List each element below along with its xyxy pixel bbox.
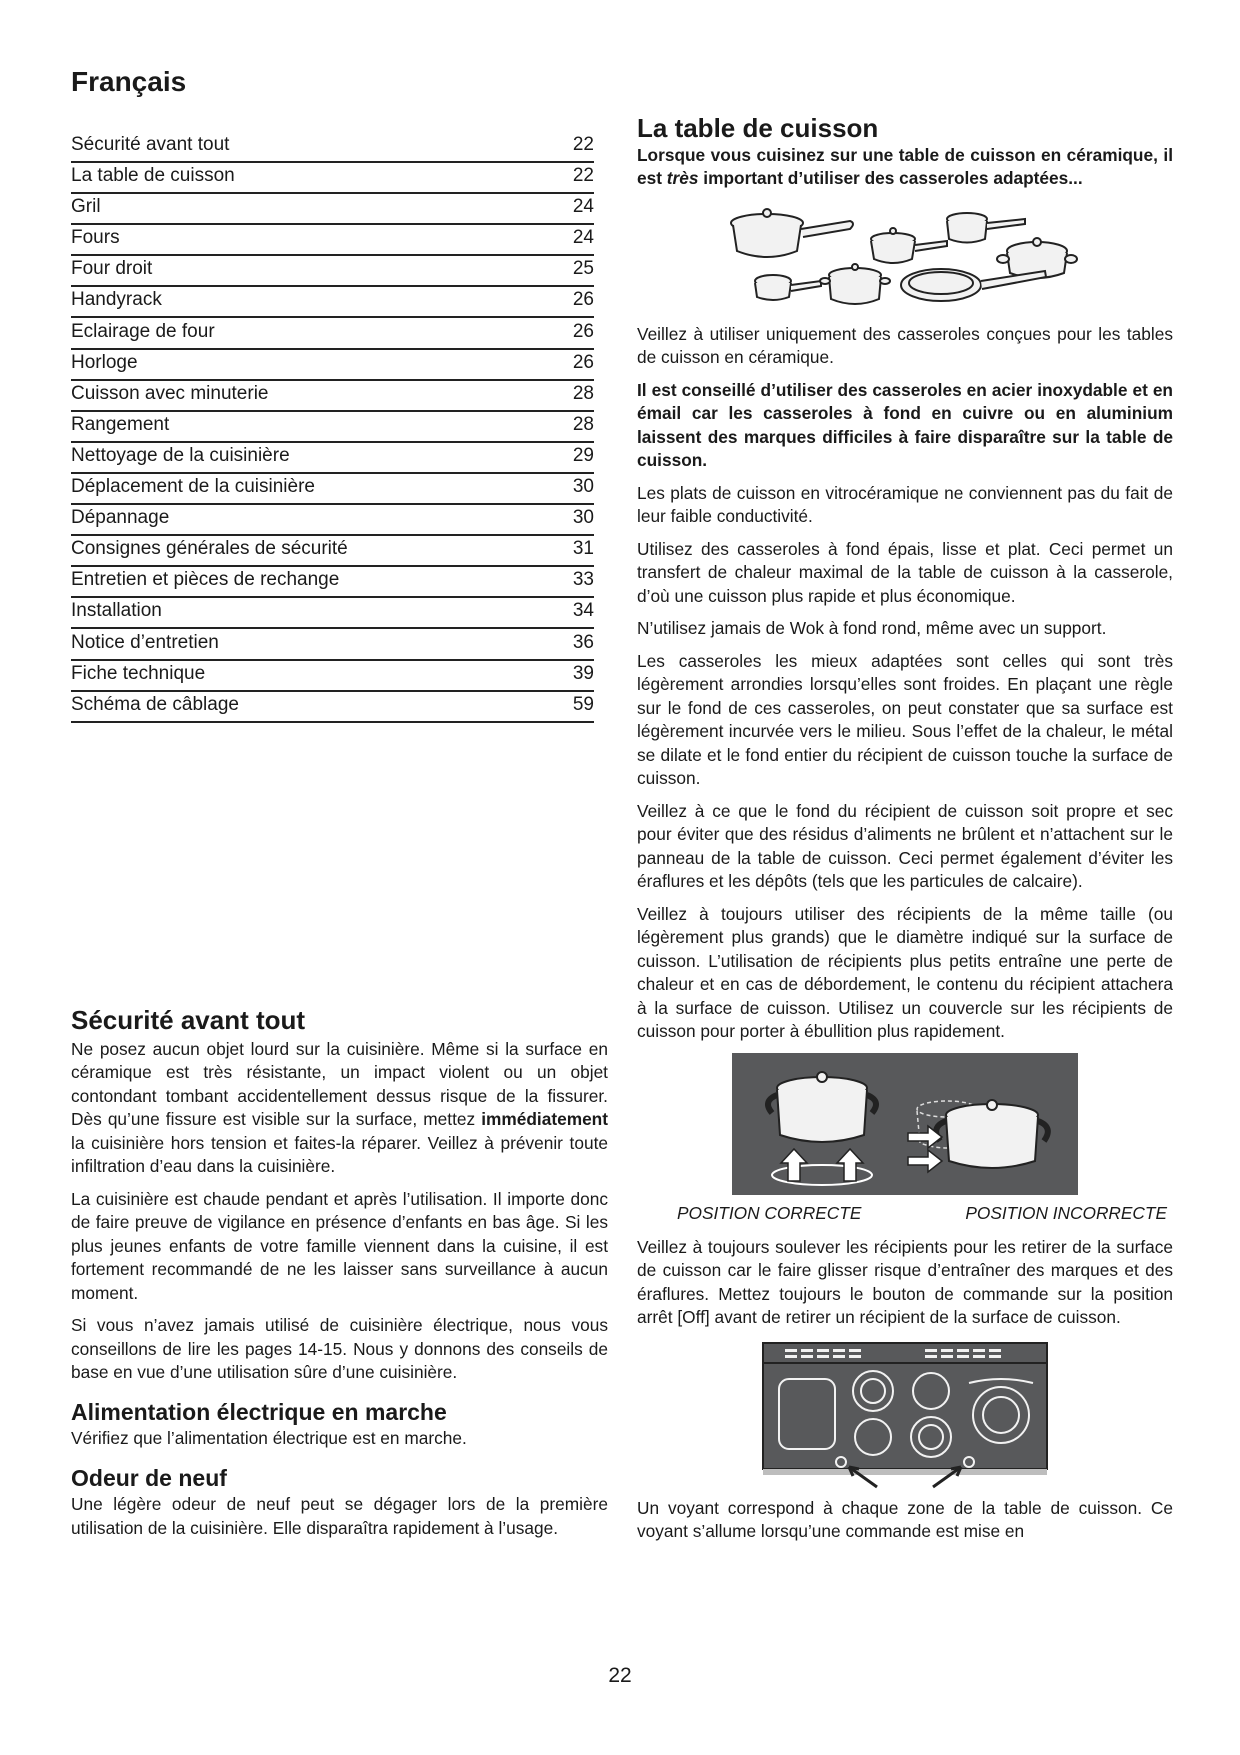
page-number: 22 [608,1664,632,1687]
table-of-contents [71,134,594,723]
toc-entry-label: Four droit [71,258,153,280]
hob-paragraph-2 [637,379,1173,473]
position-captions [677,1203,1167,1224]
toc-entry [71,194,594,225]
hob-paragraph-8: Veillez à toujours utiliser des récipients de la même taille (ou légèrement plus grands) que le diamètre indiqué sur la surface de cuisson. L’utilisation de récipients plus petits entraîne une perte de chaleur et en cas de débordement, le contenu du récipient attachera à la surface de cuisson. Utilisez un couvercle sur les récipients de cuisson pour porter à ébullition plus rapidement. [637,903,1173,1042]
toc-entry [71,134,594,163]
hob-lead [637,144,1173,191]
hob-paragraph-1: Veillez à utiliser uniquement des casseroles conçues pour les tables de cuisson en céramique. [637,323,1173,368]
hob-lead-text: Lorsque vous cuisinez sur une table de cuisson en céramique, il est [637,144,1173,189]
toc-entry-page: 22 [572,134,594,155]
smell-paragraph: Une légère odeur de neuf peut se dégager lors de la première utilisation de la cuisinière. Elle disparaîtra rapidement à l’usage. [71,1494,608,1538]
toc-entry [71,225,594,256]
safety-paragraph-1 [71,1038,608,1179]
toc-entry-page: 28 [572,382,594,404]
toc-entry-page: 28 [572,413,594,435]
hob-paragraph-6: Les casseroles les mieux adaptées sont celles qui sont très légèrement arrondies lorsqu’elles sont froides. En plaçant une règle sur le fond de ces casseroles, on peut constater que sa surface est légèrement incurvée vers le milieu. Sous l’effet de la chaleur, le métal se dilate et le fond entier du récipient de cuisson touche la surface de cuisson. [637,650,1173,789]
toc-entry-label: Rangement [71,413,170,435]
smell-heading: Odeur de neuf [71,1464,227,1491]
toc-entry-page: 33 [572,569,594,591]
hob-p2-bold: Il est conseillé d’utiliser des casseroles en acier inoxydable et en émail car les casseroles à fond en cuivre ou en aluminium laissent des marques difficiles à faire disparaître sur la table de cuisson. [637,379,1173,471]
toc-entry-page: 30 [572,476,594,498]
toc-entry [71,318,594,349]
toc-entry-page: 29 [572,444,594,466]
toc-entry-label: Déplacement de la cuisinière [71,476,315,498]
caption-incorrect: POSITION INCORRECTE [965,1202,1167,1223]
toc-entry-page: 39 [572,662,594,684]
hob-paragraph-10: Un voyant correspond à chaque zone de la table de cuisson. Ce voyant s’allume lorsqu’une commande est mise en [637,1497,1173,1542]
hob-indicator-illustration [755,1339,1055,1489]
toc-entry [71,412,594,443]
toc-entry-page: 22 [572,165,594,187]
toc-entry [71,567,594,598]
toc-entry-label: Fours [71,227,120,249]
power-paragraph: Vérifiez que l’alimentation électrique est en marche. [71,1428,467,1449]
hob-paragraph-4: Utilisez des casseroles à fond épais, lisse et plat. Ceci permet un transfert de chaleur maximal de la table de cuisson à la casserole, d’où une cuisson plus rapide et plus économique. [637,538,1173,606]
safety-paragraph-2: La cuisinière est chaude pendant et après l’utilisation. Il importe donc de faire preuve de vigilance en présence d’enfants en bas âge. Si les plus jeunes enfants de votre famille viennent dans la cuisine, il est fortement recommandé de ne les laisser sans surveillance à aucun moment. [71,1188,608,1303]
toc-entry [71,661,594,692]
right-column [637,114,1173,1553]
toc-entry [71,443,594,474]
toc-entry-page: 26 [572,289,594,311]
toc-entry-label: Notice d’entretien [71,631,219,653]
left-column [71,1006,608,1549]
toc-entry-page: 26 [572,351,594,373]
toc-entry-page: 36 [572,631,594,653]
toc-entry-label: Gril [71,196,101,218]
power-heading: Alimentation électrique en marche [71,1398,447,1425]
toc-entry-label: Sécurité avant tout [71,134,230,155]
toc-entry-page: 59 [572,693,594,715]
toc-entry-label: Schéma de câblage [71,693,239,715]
toc-entry-label: Eclairage de four [71,320,215,342]
pans-illustration [725,201,1085,313]
toc-entry-label: Entretien et pièces de rechange [71,569,340,591]
toc-entry-page: 24 [572,196,594,218]
hob-paragraph-5: N’utilisez jamais de Wok à fond rond, même avec un support. [637,618,1107,639]
toc-entry-label: Nettoyage de la cuisinière [71,444,290,466]
safety-p1-emphasis: immédiatement [481,1109,608,1130]
toc-entry-label: Fiche technique [71,662,206,684]
hob-heading: La table de cuisson [637,113,879,143]
toc-entry [71,163,594,194]
toc-entry-page: 24 [572,227,594,249]
safety-p1-text: Ne posez aucun objet lourd sur la cuisinière. Même si la surface en céramique est très résistante, un impact violent ou un objet contondant tombant accidentellement dessus risque de la fissurer. Dès qu’une fissure est visible sur la surface, mettez [71,1038,608,1130]
safety-heading: Sécurité avant tout [71,1005,306,1035]
toc-entry-page: 34 [572,600,594,622]
toc-entry-label: Cuisson avec minuterie [71,382,269,404]
toc-entry [71,536,594,567]
toc-entry [71,381,594,412]
hob-paragraph-3: Les plats de cuisson en vitrocéramique ne conviennent pas du fait de leur faible conductivité. [637,482,1173,527]
toc-entry [71,692,594,723]
toc-entry-label: Handyrack [71,289,162,311]
caption-correct: POSITION CORRECTE [677,1202,862,1223]
safety-paragraph-3: Si vous n’avez jamais utilisé de cuisinière électrique, nous vous conseillons de lire les pages 14-15. Nous y donnons des conseils de base en vue d’une utilisation sûre d’une cuisinière. [71,1315,608,1383]
hob-lead-text-end: important d’utiliser des casseroles adaptées... [698,168,1083,189]
toc-entry-label: Dépannage [71,507,170,529]
hob-paragraph-7: Veillez à ce que le fond du récipient de cuisson soit propre et sec pour éviter que des résidus d’aliments ne brûlent et n’attachent sur le panneau de la table de cuisson. Ceci permet également d’éviter les éraflures et les dépôts (tels que les particules de calcaire). [637,800,1173,892]
pan-position-illustration [732,1053,1078,1195]
toc-entry-label: Horloge [71,351,138,373]
toc-entry-label: Installation [71,600,162,622]
hob-paragraph-9: Veillez à toujours soulever les récipients pour les retirer de la surface de cuisson car le faire glisser risque d’entraîner des marques et des éraflures. Mettez toujours le bouton de commande sur la position arrêt [Off] avant de retirer un récipient de la surface de cuisson. [637,1236,1173,1328]
toc-entry-page: 26 [572,320,594,342]
toc-entry [71,350,594,381]
toc-entry [71,505,594,536]
toc-entry [71,256,594,287]
toc-entry [71,629,594,660]
toc-entry [71,598,594,629]
safety-p1-text-end: la cuisinière hors tension et faites-la réparer. Veillez à prévenir toute infiltration d’eau dans la cuisinière. [71,1132,608,1177]
hob-lead-italic: très [666,168,699,189]
toc-entry [71,287,594,318]
language-title: Français [71,66,187,97]
toc-entry-page: 31 [572,538,594,560]
toc-entry [71,474,594,505]
toc-entry-label: La table de cuisson [71,165,235,187]
toc-entry-page: 25 [572,258,594,280]
toc-entry-page: 30 [572,507,594,529]
toc-entry-label: Consignes générales de sécurité [71,538,348,560]
